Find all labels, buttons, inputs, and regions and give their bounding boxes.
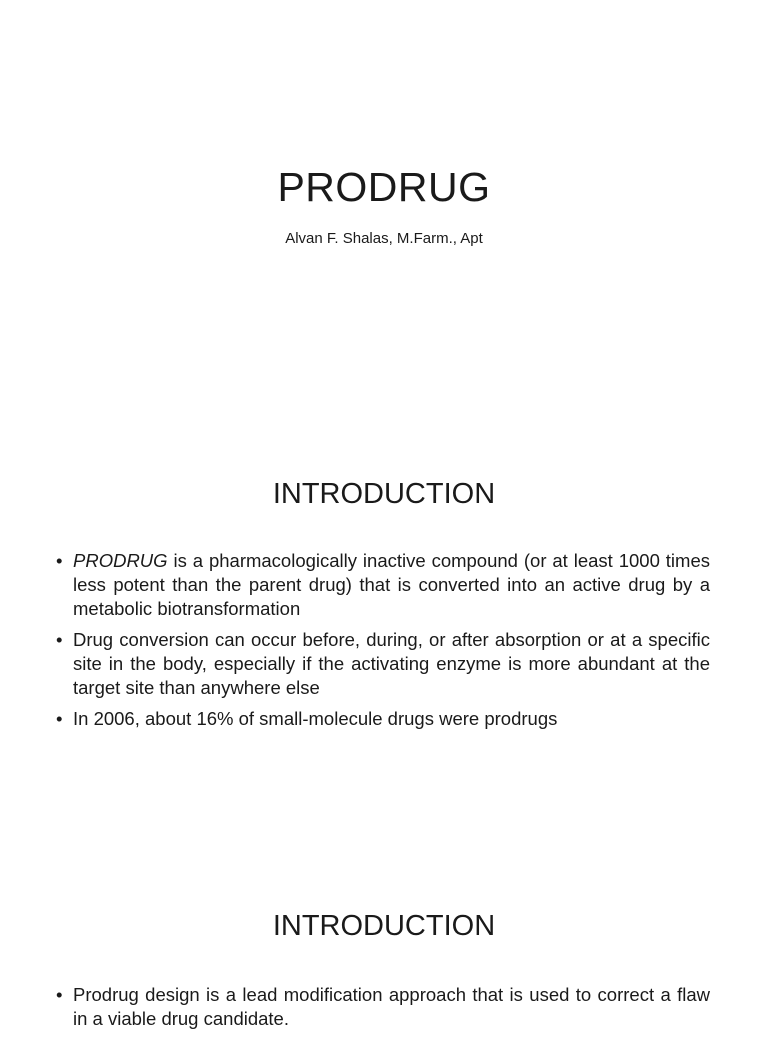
bullet-list xyxy=(56,549,710,738)
bullet-icon: • xyxy=(56,984,63,1005)
bullet-text: Prodrug design is a lead modification approach that is used to correct a flaw in a viable drug candidate. xyxy=(73,984,710,1029)
bullet-item xyxy=(56,628,710,700)
bullet-list xyxy=(56,983,710,1038)
bullet-icon: • xyxy=(56,708,63,729)
bullet-icon: • xyxy=(56,550,63,571)
bullet-text: In 2006, about 16% of small-molecule drugs were prodrugs xyxy=(73,708,558,729)
slide-heading: INTRODUCTION xyxy=(272,910,496,942)
bullet-icon: • xyxy=(56,629,63,650)
bullet-term: PRODRUG xyxy=(73,550,168,571)
introduction-slide-1 xyxy=(0,432,768,864)
slide-heading: INTRODUCTION xyxy=(272,478,496,510)
introduction-slide-2 xyxy=(0,864,768,1029)
bullet-item xyxy=(56,707,710,731)
author-name: Alvan F. Shalas, M.Farm., Apt xyxy=(285,230,483,247)
bullet-text: Drug conversion can occur before, during, or after absorption or at a specific site in the body, especially if the activating enzyme is more abundant at the target site than anywhere else xyxy=(73,629,710,698)
bullet-text: is a pharmacologically inactive compound (or at least 1000 times less potent than the parent drug) that is converted into an active drug by a metabolic biotransformation xyxy=(73,550,710,619)
title-slide xyxy=(0,0,768,432)
bullet-item xyxy=(56,549,710,621)
presentation-title: PRODRUG xyxy=(277,164,491,210)
